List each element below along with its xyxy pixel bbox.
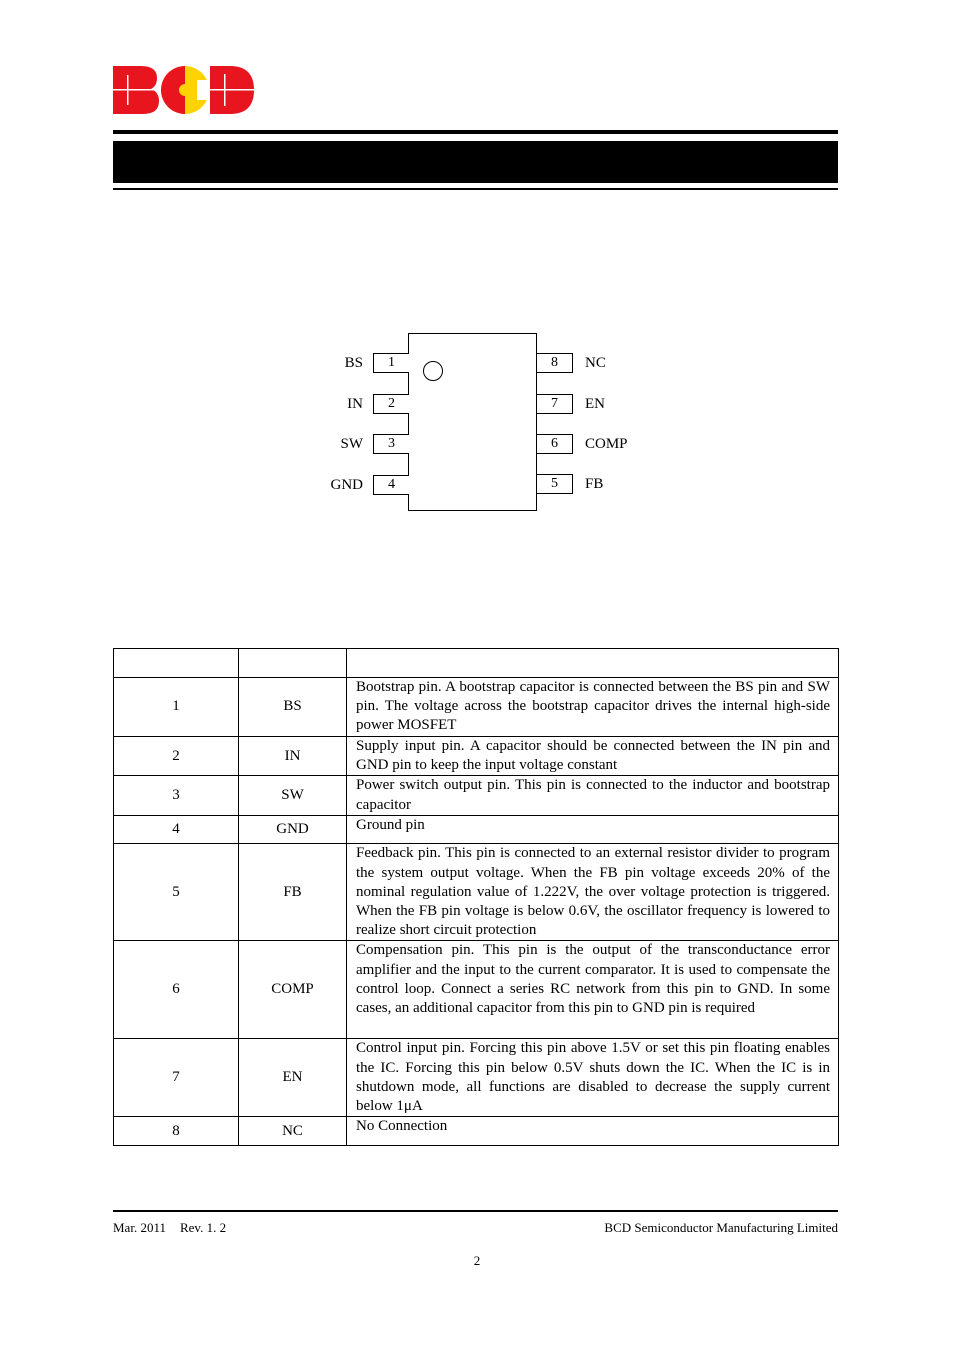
table-row [114, 844, 839, 941]
header-pin-number [114, 649, 239, 678]
pin-name: COMP [239, 941, 347, 1039]
bcd-logo [113, 66, 255, 114]
footer-rule [113, 1210, 838, 1212]
pin-name: BS [239, 678, 347, 737]
pin-number-box: 4 [373, 475, 409, 495]
table-row [114, 941, 839, 1039]
table-row [114, 737, 839, 776]
footer-company: BCD Semiconductor Manufacturing Limited [604, 1220, 838, 1235]
table-row [114, 776, 839, 816]
pin-description: Ground pin [347, 816, 839, 844]
pin-number-box: 8 [537, 353, 573, 373]
page-number: 2 [473, 1253, 481, 1268]
pin-number: 6 [114, 941, 239, 1039]
table-row [114, 1117, 839, 1146]
table-row [114, 678, 839, 737]
pin-description: Control input pin. Forcing this pin above 1.5V or set this pin floating enables the IC. Forcing this pin below 0.5V shuts down the IC. When the IC is in shutdown mode, all functions are disabled to decrease the supply current below 1μA [347, 1039, 839, 1117]
pin-label-right: FB [585, 476, 604, 492]
table-header-row [114, 649, 839, 678]
footer-left [113, 1220, 226, 1236]
pin-label-right: EN [585, 396, 605, 412]
pin-label-left: GND [330, 477, 363, 493]
pin-label-left: BS [344, 355, 363, 371]
pin-label-right: COMP [585, 436, 628, 452]
pin-number: 8 [114, 1117, 239, 1146]
pin-name: IN [239, 737, 347, 776]
pin-number: 5 [114, 844, 239, 941]
pin-name: NC [239, 1117, 347, 1146]
pin-number-box: 5 [537, 474, 573, 494]
pin-description: Compensation pin. This pin is the output of the transconductance error amplifier and the input to the current comparator. It is used to compensate the control loop. Connect a series RC network from this pin to GND. In some cases, an additional capacitor from this pin to GND pin is required [347, 941, 839, 1039]
pin-number-box: 2 [373, 394, 409, 414]
bcd-logo-graphic [113, 66, 255, 114]
pin-name: FB [239, 844, 347, 941]
pin-description: Power switch output pin. This pin is connected to the inductor and bootstrap capacitor [347, 776, 839, 816]
header-rule-bottom [113, 188, 838, 190]
pin-number: 1 [114, 678, 239, 737]
header-rule-top [113, 130, 838, 134]
pin1-marker-icon [423, 361, 443, 381]
pin-number: 7 [114, 1039, 239, 1117]
pin-number-box: 7 [537, 394, 573, 414]
ic-package-body [408, 333, 537, 511]
pin-description: No Connection [347, 1117, 839, 1146]
pin-number-box: 1 [373, 353, 409, 373]
pin-label-left: SW [340, 436, 363, 452]
pin-number-box: 3 [373, 434, 409, 454]
pin-number: 2 [114, 737, 239, 776]
header-pin-name [239, 649, 347, 678]
header-function [347, 649, 839, 678]
pin-number-box: 6 [537, 434, 573, 454]
header-title-bar [113, 141, 838, 183]
footer-date: Mar. 2011 [113, 1220, 166, 1235]
pin-number: 3 [114, 776, 239, 816]
table-row [114, 816, 839, 844]
pin-name: GND [239, 816, 347, 844]
pin-description: Supply input pin. A capacitor should be connected between the IN pin and GND pin to keep the input voltage constant [347, 737, 839, 776]
pin-label-right: NC [585, 355, 606, 371]
pin-name: EN [239, 1039, 347, 1117]
pin-description-table [113, 648, 839, 1146]
pin-number: 4 [114, 816, 239, 844]
pin-description: Feedback pin. This pin is connected to an external resistor divider to program the system output voltage. When the FB pin voltage exceeds 20% of the nominal regulation value of 1.222V, the over voltage protection is triggered. When the FB pin voltage is below 0.6V, the oscillator frequency is lowered to realize short circuit protection [347, 844, 839, 941]
pin-label-left: IN [347, 396, 363, 412]
footer-revision: Rev. 1. 2 [179, 1220, 227, 1235]
pin-name: SW [239, 776, 347, 816]
table-row [114, 1039, 839, 1117]
pin-description: Bootstrap pin. A bootstrap capacitor is connected between the BS pin and SW pin. The voltage across the bootstrap capacitor drives the internal high-side power MOSFET [347, 678, 839, 737]
